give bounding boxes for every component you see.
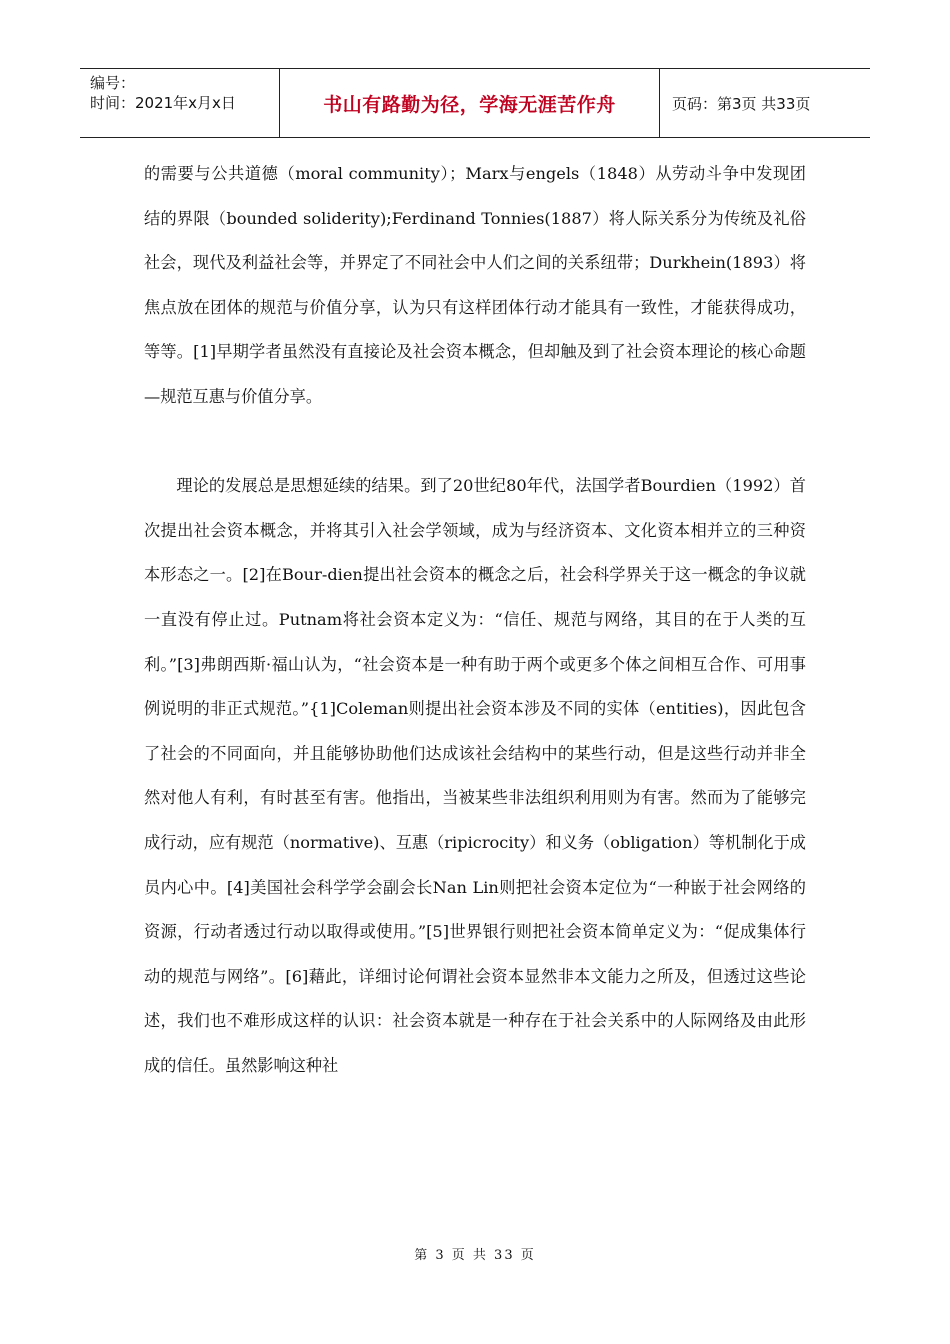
header-meta [80,69,280,137]
date-line: 时间：2021年x月x日 [90,94,236,112]
page-footer: 第 3 页 共 33 页 [414,1248,536,1263]
paragraph-1: 的需要与公共道德（moral community）；Marx与engels（1848）从劳动斗争中发现团结的界限（bounded soliderity);Ferdinand Tonnies(1887）将人际关系分为传统及礼俗社会，现代及利益社会等，并界定了不同社会中人们之间的关系纽带；Durkhein(1893）将焦点放在团体的规范与价值分享，认为只有这样团体行动才能具有一致性，才能获得成功，等等。[1]早期学者虽然没有直接论及社会资本概念，但却触及到了社会资本理论的核心命题—规范互惠与价值分享。 [144,164,806,406]
header-page-info: 页码：第3页 共33页 [672,94,811,113]
document-header [80,68,870,138]
document-body [144,152,806,1088]
header-motto: 书山有路勤为径，学海无涯苦作舟 [280,69,660,137]
paragraph-2: 理论的发展总是思想延续的结果。到了20世纪80年代，法国学者Bourdien（1992）首次提出社会资本概念，并将其引入社会学领域，成为与经济资本、文化资本相并立的三种资本形态之一。[2]在Bour-dien提出社会资本的概念之后，社会科学界关于这一概念的争议就一直没有停止过。Putnam将社会资本定义为：“信任、规范与网络，其目的在于人类的互利。”[3]弗朗西斯·福山认为，“社会资本是一种有助于两个或更多个体之间相互合作、可用事例说明的非正式规范。”{1]Coleman则提出社会资本涉及不同的实体（entities)，因此包含了社会的不同面向，并且能够协助他们达成该社会结构中的某些行动，但是这些行动并非全然对他人有利，有时甚至有害。他指出，当被某些非法组织利用则为有害。然而为了能够完成行动，应有规范（normative)、互惠（ripicrocity）和义务（obligation）等机制化于成员内心中。[4]美国社会科学学会副会长Nan Lin则把社会资本定位为“一种嵌于社会网络的资源，行动者透过行动以取得或使用。”[5]世界银行则把社会资本简单定义为：“促成集体行动的规范与网络”。[6]藉此，详细讨论何谓社会资本显然非本文能力之所及，但透过这些论述，我们也不难形成这样的认识：社会资本就是一种存在于社会关系中的人际网络及由此形成的信任。虽然影响这种社 [144,476,806,1075]
number-label: 编号： [90,74,136,92]
